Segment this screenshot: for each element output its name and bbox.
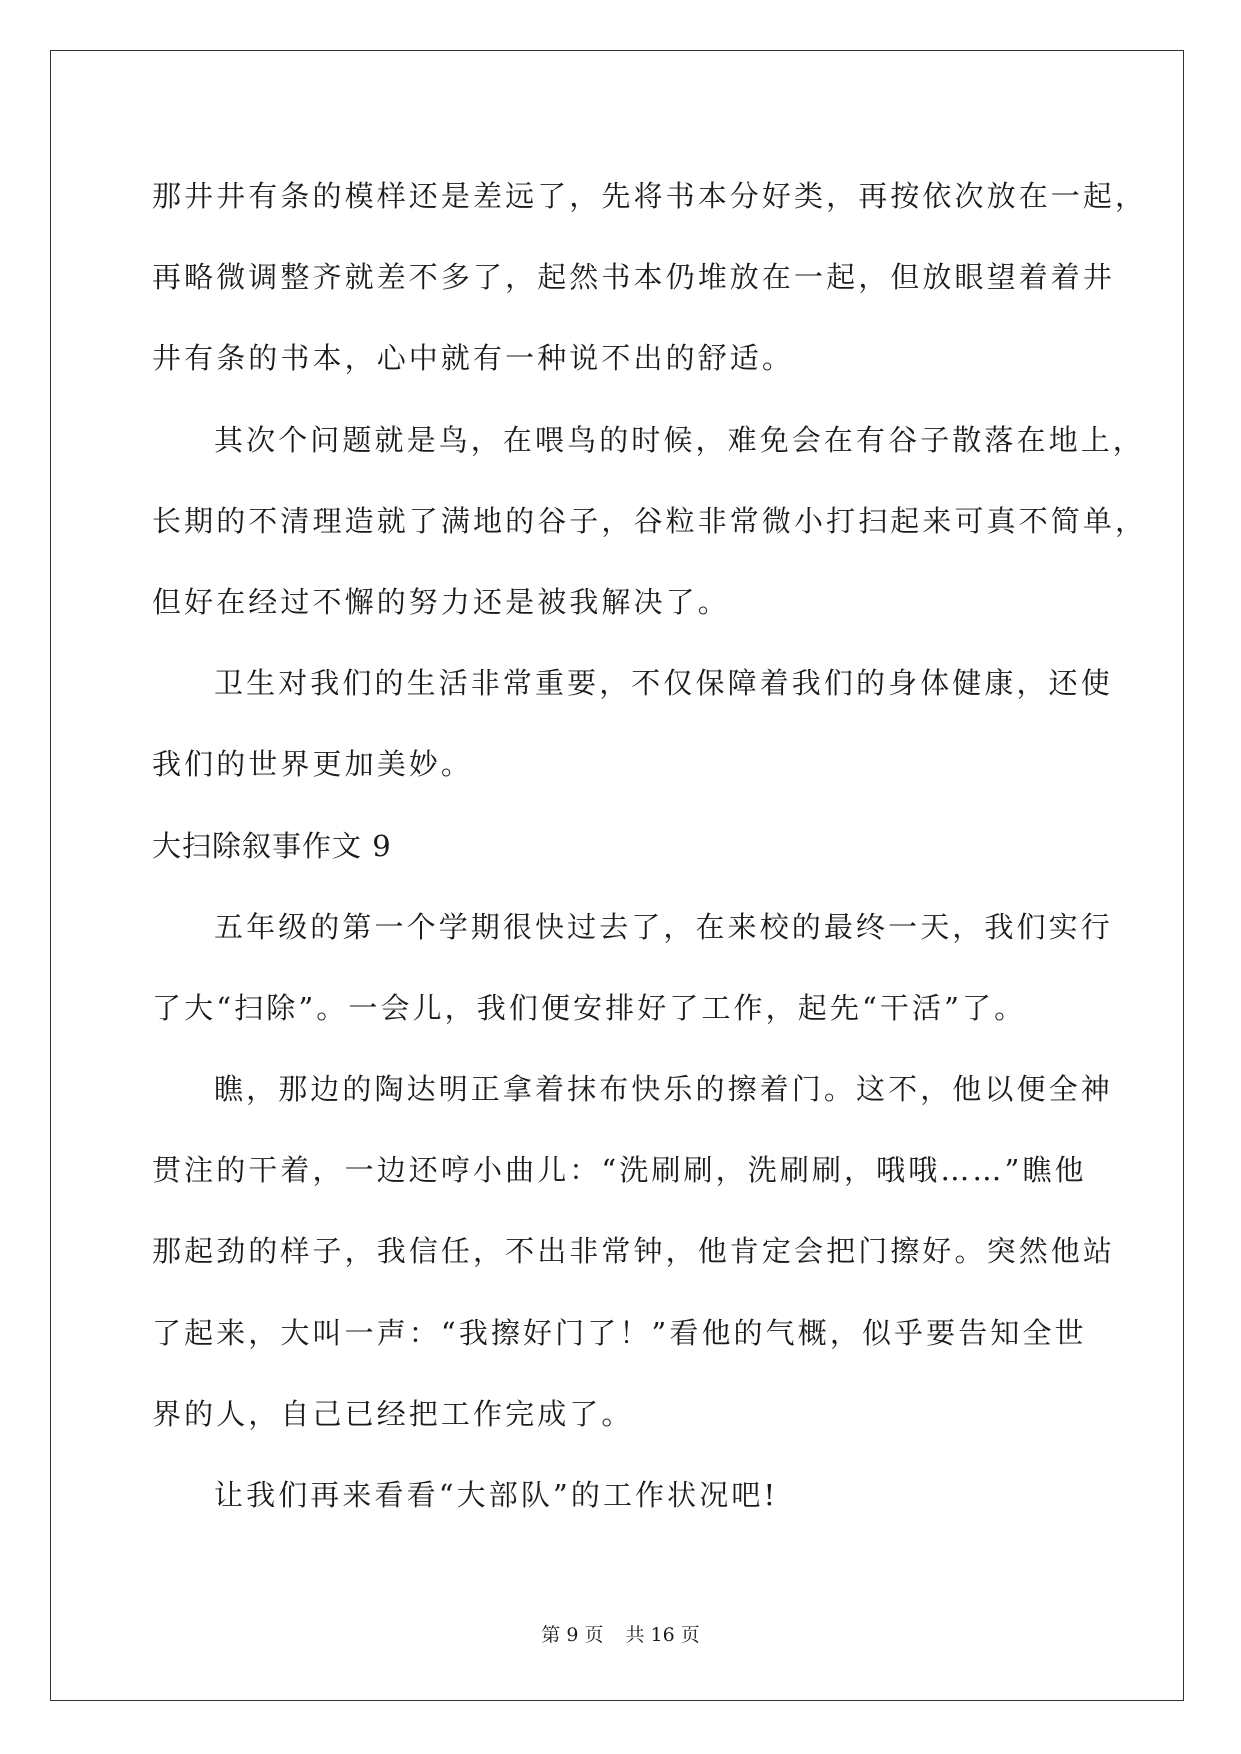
- paragraph-start-line: 让我们再来看看“大部队”的工作状况吧!: [214, 1478, 779, 1512]
- text-line: 了大“扫除”。一会儿，我们便安排好了工作，起先“干活”了。: [152, 990, 1027, 1025]
- text-line: 但好在经过不懈的努力还是被我解决了。: [152, 584, 730, 619]
- text-line: 那起劲的样子，我信任，不出非常钟，他肯定会把门擦好。突然他站: [152, 1234, 1116, 1269]
- page-number: 第 9 页: [541, 1624, 604, 1646]
- text-line: 再略微调整齐就差不多了，起然书本仍堆放在一起，但放眼望着着井: [152, 260, 1116, 295]
- text-line: 那井井有条的模样还是差远了，先将书本分好类，再按依次放在一起，: [152, 179, 1148, 213]
- text-line: 界的人，自己已经把工作完成了。: [152, 1396, 634, 1431]
- section-heading: 大扫除叙事作文 9: [152, 828, 392, 863]
- document-body: [152, 156, 1148, 1536]
- text-line: 井有条的书本，心中就有一种说不出的舒适。: [152, 341, 795, 376]
- page-total: 共 16 页: [625, 1624, 700, 1646]
- text-line: 我们的世界更加美妙。: [152, 747, 474, 782]
- paragraph-start-line: 五年级的第一个学期很快过去了，在来校的最终一天，我们实行: [214, 909, 1113, 944]
- page-footer: [0, 1620, 1241, 1647]
- paragraph-start-line: 卫生对我们的生活非常重要，不仅保障着我们的身体健康，还使: [214, 666, 1113, 701]
- text-line: 长期的不清理造就了满地的谷子，谷粒非常微小打扫起来可真不简单，: [152, 503, 1148, 538]
- paragraph-start-line: 其次个问题就是鸟，在喂鸟的时候，难免会在有谷子散落在地上，: [214, 422, 1145, 457]
- text-line: 了起来，大叫一声：“我擦好门了！”看他的气概，似乎要告知全世: [152, 1315, 1087, 1350]
- paragraph-start-line: 瞧，那边的陶达明正拿着抹布快乐的擦着门。这不，他以便全神: [214, 1072, 1113, 1107]
- text-line: 贯注的干着，一边还哼小曲儿：“洗刷刷，洗刷刷，哦哦……”瞧他: [152, 1153, 1087, 1188]
